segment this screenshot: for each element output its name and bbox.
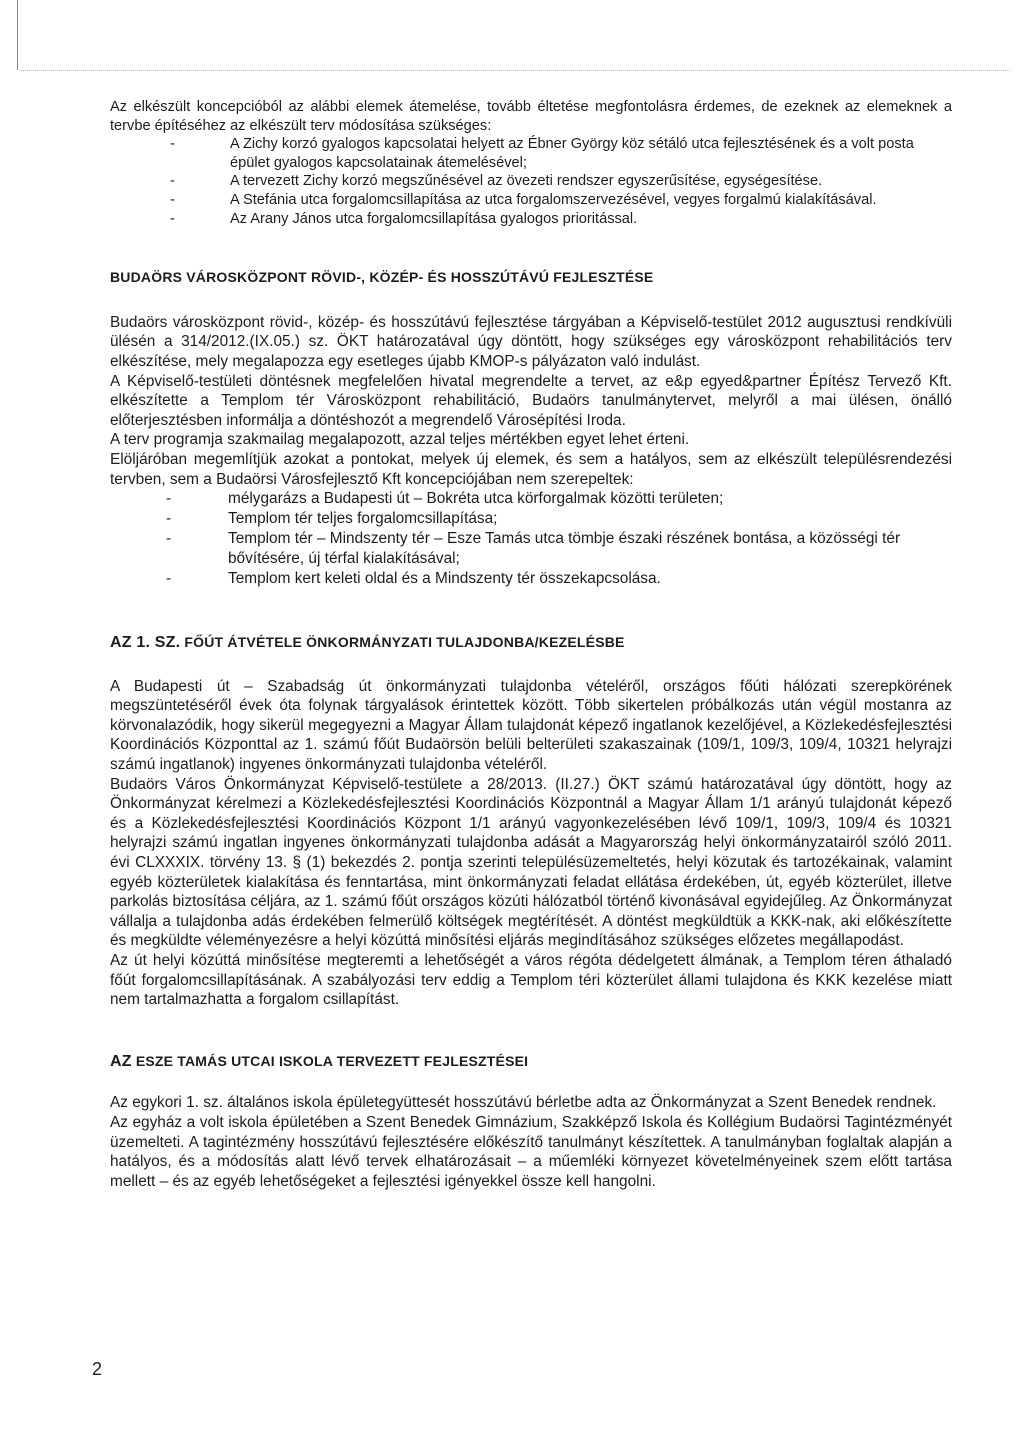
list-item: - A Zichy korzó gyalogos kapcsolatai helyett az Ébner György köz sétáló utca fejlesztésének és a volt posta épület gyalogos kapcsolatainak átemelésével; (110, 135, 952, 172)
paragraph: A Budapesti út – Szabadság út önkormányzati tulajdonba vételéről, országos főúti hálózati szerepkörének megszüntetéséről évek óta folynak tárgyalások érintettek között. Több sikertelen próbálkozás után végül mostanra az körvonalazódik, hogy sikerül megegyezni a Magyar Állam tulajdonát képező ingatlanok kezelőjével, a Közlekedésfejlesztési Koordinációs Központtal az 1. számú főút Budaörsön belüli belterületi szakaszainak (109/1, 109/3, 109/4, 10321 helyrajzi számú ingatlanok) ingyenes önkormányzati tulajdonba vételéről. (110, 677, 952, 774)
paragraph: Az út helyi közúttá minősítése megteremti a lehetőségét a város régóta dédelgetett álmának, a Templom téren áthaladó főút forgalomcsillapításának. A szabályozási terv eddig a Templom téri közterület állami tulajdona és KKK kezelése miatt nem tartalmazhatta a forgalom csillapítást. (110, 952, 952, 1009)
paragraph: Budaörs városközpont rövid-, közép- és hosszútávú fejlesztése tárgyában a Képviselő-testület 2012 augusztusi rendkívüli ülésén a 314/2012.(IX.05.) sz. ÖKT határozatával úgy döntött, hogy szükséges egy városközpont rehabilitációs terv elkészítése, mely megalapozza egy esetleges újabb KMOP-s pályázaton való indulást. (110, 313, 952, 370)
list-item: - A Stefánia utca forgalomcsillapítása az utca forgalomszervezésével, vegyes forgalmú kialakításával. (110, 191, 952, 210)
intro-paragraph: Az elkészült koncepcióból az alábbi elemek átemelése, tovább éltetése megfontolásra érdemes, de ezeknek az elemeknek a tervbe építéséhez az elkészült terv módosítása szükséges: (110, 99, 952, 134)
budaors-section (110, 268, 952, 589)
section-heading (110, 633, 952, 653)
list-item: - mélygarázs a Budapesti út – Bokréta utca körforgalmak közötti területen; (110, 489, 952, 509)
paragraph: Budaörs Város Önkormányzat Képviselő-testülete a 28/2013. (II.27.) ÖKT számú határozatával úgy döntött, hogy az Önkormányzat kérelmezi a Közlekedésfejlesztési Koordinációs Központnál a Magyar Állam 1/1 arányú tulajdonát képező és a Közlekedésfejlesztési Koordinációs Központ 1/1 arányú vagyonkezelésében lévő 109/1, 109/3, 109/4 és 10321 helyrajzi számú ingatlan ingyenes önkormányzati tulajdonba adását a Magyarország helyi önkormányzatairól szóló 2011. évi CLXXXIX. törvény 13. § (1) bekezdés 2. pontja szerinti településüzemeltetés, helyi közutak és tartozékainak, valamint egyéb közterületek kialakítása és fenntartása, mint önkormányzati feladat ellátása érdekében, út, egyéb közterület, illetve parkolás biztosítása céljára, az 1. számú főút országos közúti hálózatból történő kivonásával egyidejűleg. Az Önkormányzat vállalja a tulajdonba adás érdekében felmerülő költségek megtérítését. A döntést megküldtük a KKK-nak, aki előkészítette és megküldte véleményezésre a helyi közúttá minősítési eljárás megindításához szükséges előzetes megállapodást. (110, 775, 952, 950)
road-section (110, 633, 952, 1010)
paragraph: Az egyház a volt iskola épületében a Szent Benedek Gimnázium, Szakképző Iskola és Kollégium Budaörsi Tagintézményét üzemelteti. A tagintézmény hosszútávú fejlesztésére előkészítő tanulmányt készítettek. A tanulmányban foglaltak alapján a hatályos, és a módosítás alatt lévő tervek elhatározásait – a műemléki környezet követelményeinek szem előtt tartása mellett – és az egyéb lehetőségeket a fejlesztési igényekkel össze kell hangolni. (110, 1113, 952, 1190)
heading-text: ESZE TAMÁS UTCAI ISKOLA TERVEZETT FEJLESZTÉSEI (135, 1052, 529, 1069)
scan-margin-line (17, 0, 18, 70)
heading-prefix: AZ (110, 1052, 132, 1070)
paragraph: A terv programja szakmailag megalapozott, azzal teljes mértékben egyet lehet érteni. (110, 431, 690, 449)
section-heading: BUDAÖRS VÁROSKÖZPONT RÖVID-, KÖZÉP- ÉS HOSSZÚTÁVÚ FEJLESZTÉSE (110, 269, 654, 286)
list-item: - Az Arany János utca forgalomcsillapítása gyalogos prioritással. (110, 210, 952, 229)
page-number: 2 (92, 1359, 103, 1379)
paragraph: Az egykori 1. sz. általános iskola épületegyüttesét hosszútávú bérletbe adta az Önkormányzat a Szent Benedek rendnek. (110, 1094, 937, 1112)
section-heading (110, 1052, 952, 1072)
list-item: - Templom tér – Mindszenty tér – Esze Tamás utca tömbje északi részének bontása, a közösségi tér bővítésére, új térfal kialakításával; (110, 529, 952, 569)
list-item: - Templom tér teljes forgalomcsillapítása; (110, 509, 952, 529)
scan-dotted-line (20, 70, 1010, 71)
school-section (110, 1052, 952, 1192)
paragraph: A Képviselő-testületi döntésnek megfelelően hivatal megrendelte a tervet, az e&p egyed&partner Építész Tervező Kft. elkészítette a Templom tér Városközpont rehabilitáció, Budaörs tanulmánytervet, melyről a mai ülésen, önálló előterjesztésben informálja a döntéshozót a megrendelő Városépítési Iroda. (110, 372, 952, 429)
scan-edge-artifact (0, 0, 1024, 75)
new-elements-list (110, 489, 952, 589)
list-item: - A tervezett Zichy korzó megszűnésével az övezeti rendszer egyszerűsítése, egységesítése. (110, 172, 952, 191)
intro-list (110, 135, 952, 228)
list-item: - Templom kert keleti oldal és a Mindszenty tér összekapcsolása. (110, 569, 952, 589)
intro-section (110, 98, 952, 228)
heading-prefix: AZ 1. SZ. (110, 634, 181, 652)
document-page (110, 98, 952, 1191)
paragraph: Elöljáróban megemlítjük azokat a pontokat, melyek új elemek, és sem a hatályos, sem az elkészült településrendezési tervben, sem a Budaörsi Városfejlesztő Kft koncepciójában nem szerepeltek: (110, 450, 952, 488)
heading-text: FŐÚT ÁTVÉTELE ÖNKORMÁNYZATI TULAJDONBA/KEZELÉSBE (184, 634, 625, 651)
